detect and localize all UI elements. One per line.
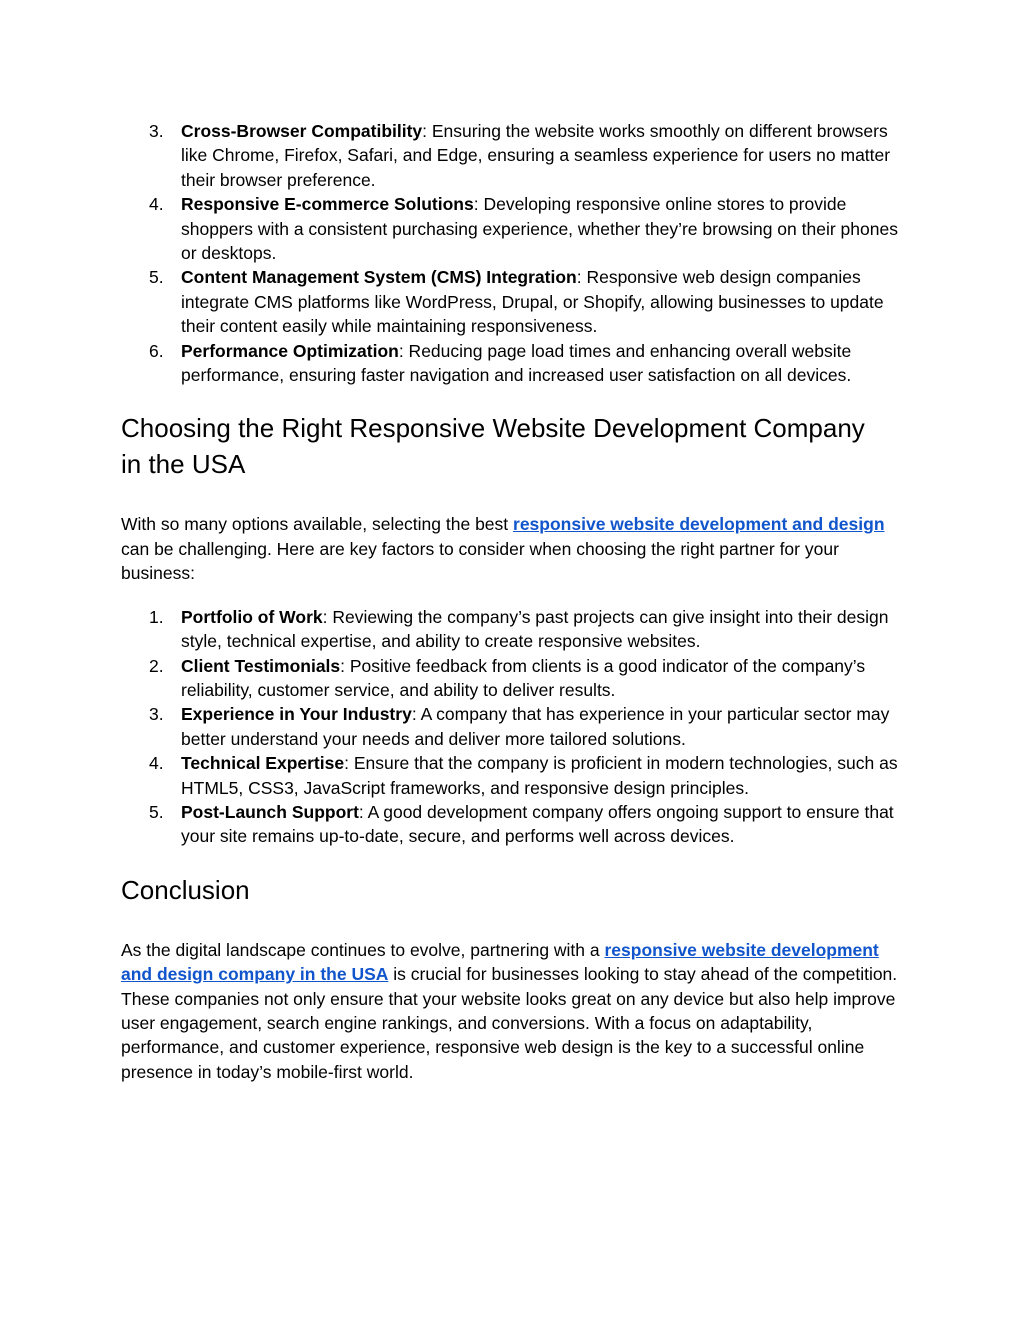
list-item-title: Technical Expertise bbox=[181, 753, 345, 774]
list-item-title: Client Testimonials bbox=[181, 655, 341, 676]
intro-text-after: can be challenging. Here are key factors to consider when choosing the right partner for your business: bbox=[121, 538, 839, 584]
list-item bbox=[121, 265, 911, 338]
list-number: 4. bbox=[149, 194, 164, 215]
list-item bbox=[121, 702, 911, 751]
list-number: 5. bbox=[149, 801, 164, 822]
conclusion-text-after: is crucial for businesses looking to stay ahead of the competition. These companies not only ensure that your website looks great on any device but also help improve user engagement, search engine rankings, and conversions. With a focus on adaptability, performance, and customer experience, responsive web design is the key to a successful online presence in today’s mobile-first world. bbox=[121, 964, 898, 1082]
list-item bbox=[121, 751, 911, 800]
list-item-title: Content Management System (CMS) Integration bbox=[181, 267, 577, 288]
list-item-title: Portfolio of Work bbox=[181, 606, 323, 627]
list-item-title: Post-Launch Support bbox=[181, 801, 359, 822]
heading-line-2: in the USA bbox=[121, 449, 246, 480]
list-item-title: Responsive E-commerce Solutions bbox=[181, 194, 474, 215]
list-item-text: : Reducing page load times and enhancing overall website performance, ensuring faster navigation and increased user satisfaction on all devices. bbox=[181, 340, 852, 386]
list-item-title: Experience in Your Industry bbox=[181, 704, 412, 725]
responsive-design-link[interactable]: responsive website development and design bbox=[513, 514, 885, 535]
list-item-title: Cross-Browser Compatibility bbox=[181, 121, 423, 141]
list-number: 3. bbox=[149, 704, 164, 725]
list-item-text: : A good development company offers ongoing support to ensure that your site remains up-to-date, secure, and performs well across devices. bbox=[181, 801, 894, 847]
responsive-company-link[interactable]: responsive website development and design company in the USA bbox=[121, 939, 879, 985]
list-item bbox=[121, 119, 911, 192]
list-item bbox=[121, 654, 911, 703]
list-item bbox=[121, 800, 911, 849]
list-number: 2. bbox=[149, 655, 164, 676]
heading-line-1: Choosing the Right Responsive Website Development Company bbox=[121, 413, 865, 444]
list-item-text: : Positive feedback from clients is a good indicator of the company’s reliability, customer service, and ability to deliver results. bbox=[181, 655, 866, 700]
list-item-title: Performance Optimization bbox=[181, 340, 399, 361]
list-item-text: : Reviewing the company’s past projects can give insight into their design style, technical expertise, and ability to create responsive websites. bbox=[181, 606, 889, 652]
list-number: 6. bbox=[149, 340, 164, 361]
document-content bbox=[121, 119, 911, 1084]
services-list bbox=[121, 119, 911, 387]
list-item-text: : Developing responsive online stores to provide shoppers with a consistent purchasing experience, whether they’re browsing on their phones or desktops. bbox=[181, 194, 898, 264]
conclusion-paragraph bbox=[121, 938, 911, 1084]
list-number: 4. bbox=[149, 753, 164, 774]
conclusion-text-before: As the digital landscape continues to evolve, partnering with a bbox=[121, 939, 605, 960]
intro-text-before: With so many options available, selecting the best bbox=[121, 514, 514, 535]
list-item-text: : Ensure that the company is proficient in modern technologies, such as HTML5, CSS3, JavaScript frameworks, and responsive design principles. bbox=[181, 753, 898, 798]
list-item-text: : Responsive web design companies integrate CMS platforms like WordPress, Drupal, or Shopify, allowing businesses to update their content easily while maintaining responsiveness. bbox=[181, 267, 884, 337]
list-number: 5. bbox=[149, 267, 164, 288]
list-number: 1. bbox=[149, 606, 164, 627]
list-item-text: : Ensuring the website works smoothly on different browsers like Chrome, Firefox, Safari, and Edge, ensuring a seamless experience for users no matter their browser preference. bbox=[181, 121, 891, 190]
list-item-text: : A company that has experience in your particular sector may better understand your needs and deliver more tailored solutions. bbox=[181, 704, 890, 749]
list-number: 3. bbox=[149, 121, 164, 141]
list-item bbox=[121, 605, 911, 654]
intro-paragraph bbox=[121, 512, 911, 585]
list-item bbox=[121, 339, 911, 388]
section-heading-conclusion: Conclusion bbox=[121, 874, 250, 905]
list-item bbox=[121, 192, 911, 265]
section-heading-choosing bbox=[121, 410, 911, 482]
factors-list bbox=[121, 605, 911, 849]
